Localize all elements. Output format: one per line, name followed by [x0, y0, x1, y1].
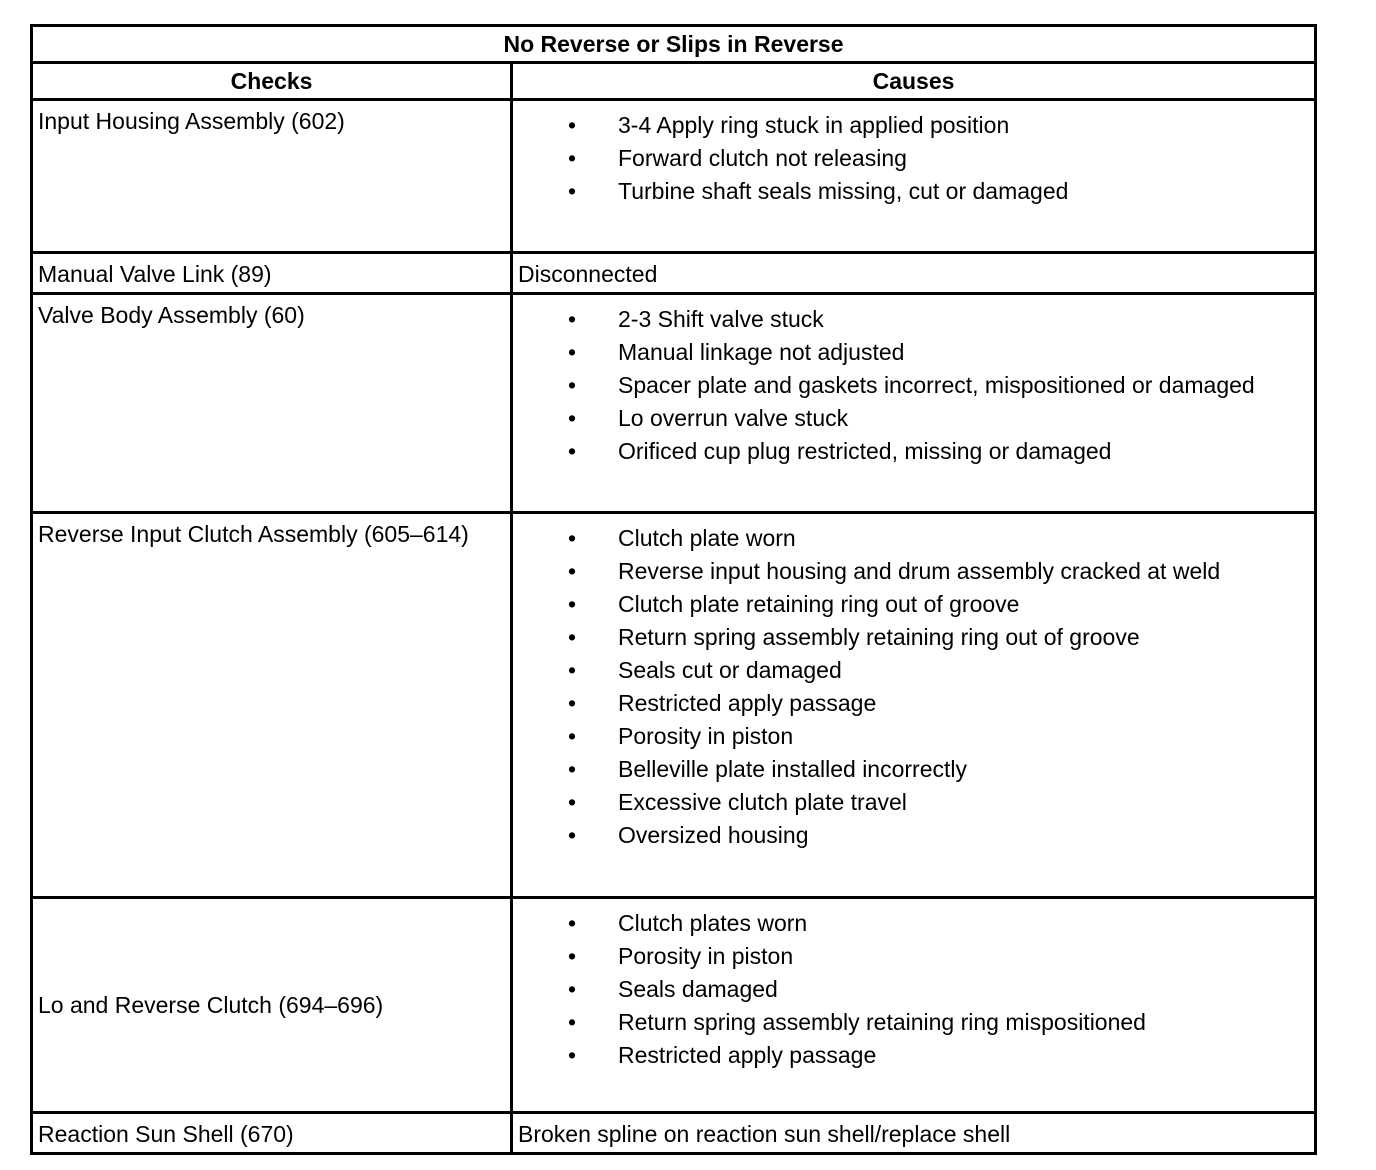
cause-cell: Broken spline on reaction sun shell/replace shell [512, 1113, 1316, 1154]
bullet-icon: • [568, 756, 577, 782]
bullet-icon: • [568, 1009, 577, 1035]
cause-item [513, 753, 1314, 786]
cause-text: Reverse input housing and drum assembly cracked at weld [618, 558, 1221, 584]
bullet-icon: • [568, 405, 577, 431]
cause-text: Turbine shaft seals missing, cut or damaged [618, 178, 1069, 204]
causes-list [513, 101, 1314, 208]
cause-text: Forward clutch not releasing [618, 145, 907, 171]
bullet-icon: • [568, 438, 577, 464]
bullet-icon: • [568, 789, 577, 815]
cause-item [513, 435, 1314, 468]
cause-item [513, 654, 1314, 687]
table-header-row [32, 63, 1316, 100]
causes-cell [512, 100, 1316, 253]
cause-item [513, 786, 1314, 819]
cause-item [513, 1039, 1314, 1072]
cause-text: Manual linkage not adjusted [618, 339, 905, 365]
cause-item [513, 369, 1314, 402]
table-title-row [32, 26, 1316, 63]
bullet-icon: • [568, 178, 577, 204]
cause-text: Belleville plate installed incorrectly [618, 756, 967, 782]
cause-text: 3-4 Apply ring stuck in applied position [618, 112, 1010, 138]
cause-item [513, 720, 1314, 753]
cause-text: Porosity in piston [618, 943, 794, 969]
cause-item [513, 142, 1314, 175]
table-row [32, 1113, 1316, 1154]
cause-text: Restricted apply passage [618, 1042, 877, 1068]
table-row [32, 898, 1316, 1113]
cause-text: Return spring assembly retaining ring mispositioned [618, 1009, 1146, 1035]
check-cell: Manual Valve Link (89) [32, 253, 512, 294]
bullet-icon: • [568, 525, 577, 551]
check-cell: Reverse Input Clutch Assembly (605–614) [32, 513, 512, 898]
column-header-causes: Causes [512, 63, 1316, 100]
cause-cell: Disconnected [512, 253, 1316, 294]
cause-item [513, 621, 1314, 654]
causes-list [513, 514, 1314, 852]
cause-text: 2-3 Shift valve stuck [618, 306, 824, 332]
bullet-icon: • [568, 690, 577, 716]
cause-text: Porosity in piston [618, 723, 794, 749]
table-title: No Reverse or Slips in Reverse [32, 26, 1316, 63]
check-cell: Reaction Sun Shell (670) [32, 1113, 512, 1154]
cause-text: Seals damaged [618, 976, 778, 1002]
bullet-icon: • [568, 910, 577, 936]
causes-cell [512, 294, 1316, 513]
bullet-icon: • [568, 943, 577, 969]
bullet-icon: • [568, 372, 577, 398]
causes-list [513, 295, 1314, 468]
cause-item [513, 109, 1314, 142]
bullet-icon: • [568, 339, 577, 365]
bullet-icon: • [568, 976, 577, 1002]
bullet-icon: • [568, 723, 577, 749]
cause-item [513, 973, 1314, 1006]
diagnosis-table [30, 24, 1317, 1155]
cause-item [513, 1006, 1314, 1039]
column-header-checks: Checks [32, 63, 512, 100]
cause-text: Orificed cup plug restricted, missing or damaged [618, 438, 1112, 464]
cause-text: Clutch plate worn [618, 525, 796, 551]
bullet-icon: • [568, 145, 577, 171]
check-cell: Input Housing Assembly (602) [32, 100, 512, 253]
cause-item [513, 588, 1314, 621]
check-cell: Valve Body Assembly (60) [32, 294, 512, 513]
cause-item [513, 940, 1314, 973]
cause-text: Seals cut or damaged [618, 657, 842, 683]
cause-text: Clutch plates worn [618, 910, 808, 936]
cause-item [513, 175, 1314, 208]
cause-text: Clutch plate retaining ring out of groove [618, 591, 1020, 617]
bullet-icon: • [568, 822, 577, 848]
cause-item [513, 336, 1314, 369]
table-row [32, 294, 1316, 513]
cause-text: Lo overrun valve stuck [618, 405, 849, 431]
causes-cell [512, 898, 1316, 1113]
cause-item [513, 402, 1314, 435]
cause-text: Oversized housing [618, 822, 809, 848]
cause-item [513, 303, 1314, 336]
bullet-icon: • [568, 624, 577, 650]
cause-item [513, 522, 1314, 555]
cause-item [513, 819, 1314, 852]
table-row [32, 100, 1316, 253]
cause-text: Return spring assembly retaining ring out of groove [618, 624, 1140, 650]
cause-text: Spacer plate and gaskets incorrect, mispositioned or damaged [618, 372, 1255, 398]
check-cell: Lo and Reverse Clutch (694–696) [32, 898, 512, 1113]
causes-cell [512, 513, 1316, 898]
bullet-icon: • [568, 558, 577, 584]
bullet-icon: • [568, 591, 577, 617]
cause-item [513, 907, 1314, 940]
cause-text: Restricted apply passage [618, 690, 877, 716]
cause-item [513, 555, 1314, 588]
table-row [32, 513, 1316, 898]
cause-item [513, 687, 1314, 720]
causes-list [513, 899, 1314, 1072]
bullet-icon: • [568, 112, 577, 138]
bullet-icon: • [568, 657, 577, 683]
bullet-icon: • [568, 1042, 577, 1068]
cause-text: Excessive clutch plate travel [618, 789, 907, 815]
bullet-icon: • [568, 306, 577, 332]
table-row [32, 253, 1316, 294]
